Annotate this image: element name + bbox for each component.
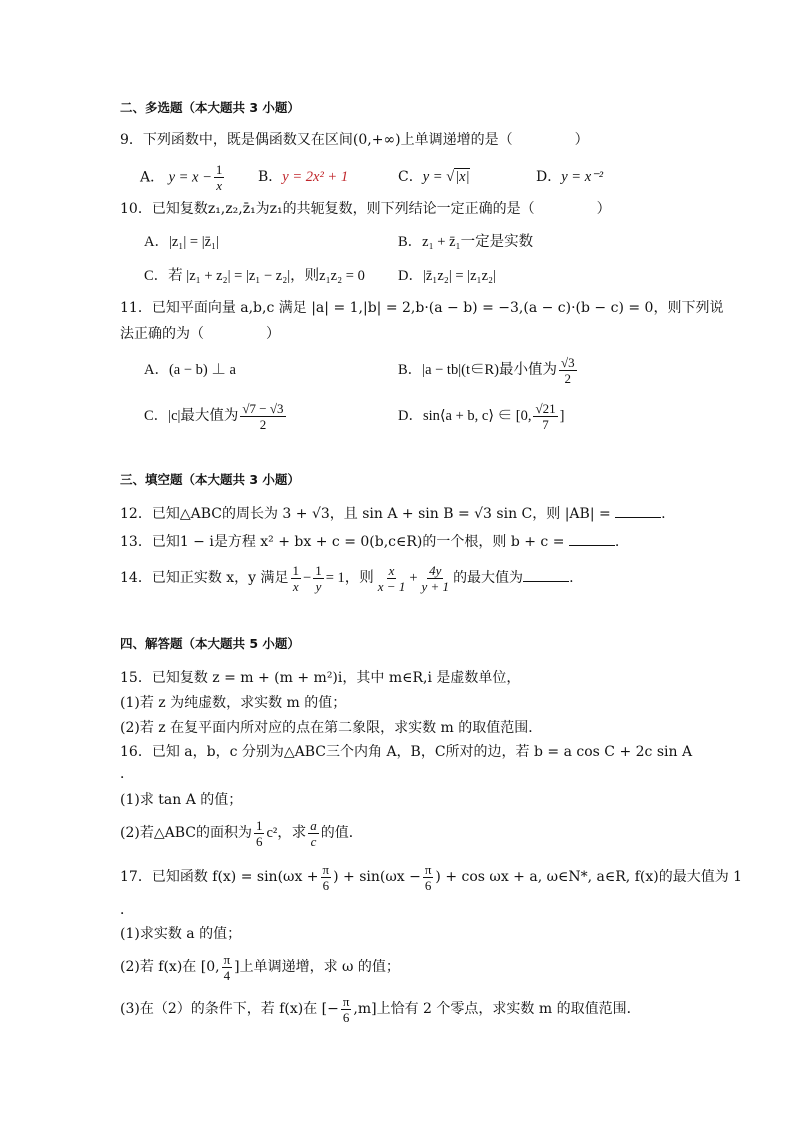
- q14-post: 的最大值为: [453, 570, 524, 586]
- question-9-stem: [120, 130, 589, 150]
- frac-num: 1: [315, 562, 322, 578]
- q17-p2-post: ]上单调递增，求 ω 的值；: [234, 959, 400, 975]
- question-11-option-d: [398, 396, 564, 436]
- question-17-part-3: [120, 990, 641, 1028]
- q17-frac-2: [423, 862, 434, 893]
- question-16-part-1: (1)求 tan A 的值；: [120, 792, 243, 808]
- option-b-label: B．: [258, 169, 283, 185]
- section-heading-fill-in: 三、填空题（本大题共 3 小题）: [120, 472, 300, 487]
- question-17-part-2: [120, 948, 400, 986]
- question-10-stem: [120, 199, 611, 219]
- question-9-options: [140, 162, 226, 192]
- frac-den: 4: [223, 967, 231, 983]
- frac-den: 2: [259, 416, 267, 432]
- q16-p2-pre: (2)若△ABC的面积为: [120, 825, 252, 841]
- q17-p3-post: ,m]上恰有 2 个零点，求实数 m 的取值范围．: [353, 1001, 641, 1017]
- q17-stem-pre: 17．已知函数 f(x) = sin(ωx +: [120, 869, 319, 885]
- frac-num: x: [388, 562, 395, 578]
- question-16-part-2: [120, 814, 363, 852]
- q9-stem-text: 9．下列函数中，既是偶函数又在区间(0,+∞)上单调递增的是（: [120, 132, 513, 148]
- question-10-option-d: D．|z̄₁z₂| = |z₁z₂|: [398, 268, 496, 284]
- frac-den: 2: [564, 370, 572, 386]
- question-9-option-d: [536, 167, 603, 187]
- question-13: [120, 532, 619, 552]
- frac-num: 4y: [429, 562, 442, 578]
- q17-p3-pre: (3)在（2）的条件下，若 f(x)在 [−: [120, 1001, 339, 1017]
- option-b-fraction: [559, 355, 577, 386]
- frac-den: 6: [322, 877, 330, 893]
- question-11-option-a: A．(a − b) ⊥ a: [144, 362, 236, 378]
- question-17-stem: [120, 858, 742, 896]
- frac-den: x: [292, 578, 299, 594]
- frac-num: √7 − √3: [242, 400, 284, 416]
- q11-stem2-text: 法正确的为（: [120, 326, 204, 342]
- option-a-expr: y = x −: [168, 169, 212, 186]
- question-14: [120, 558, 574, 598]
- option-c-text: C．|c|最大值为: [144, 408, 239, 424]
- frac-num: 1: [255, 817, 263, 833]
- option-c-fraction: [240, 401, 285, 432]
- question-12: [120, 504, 666, 524]
- frac-num: π: [322, 861, 330, 877]
- question-17-part-1: (1)求实数 a 的值；: [120, 926, 242, 942]
- frac-den: 6: [255, 833, 263, 849]
- q17-frac-4: [341, 994, 352, 1025]
- q16-p2-post: 的值．: [320, 825, 363, 841]
- q17-stem-post: ) + cos ωx + a, ω∈N*, a∈R, f(x)的最大值为 1: [435, 869, 743, 885]
- answer-blank[interactable]: [615, 505, 661, 518]
- q14-mid: = 1，则: [325, 570, 374, 586]
- q12-text: 12．已知△ABC的周长为 3 + √3，且 sin A + sin B = √3 sin C，则 |AB| =: [120, 506, 611, 522]
- option-a-label: A．: [140, 169, 165, 186]
- q13-end: .: [614, 534, 620, 550]
- frac-den: 6: [342, 1009, 350, 1025]
- frac-num: π: [223, 951, 231, 967]
- q12-end: .: [661, 506, 666, 522]
- question-10-option-a: A．|z₁| = |z̄₁|: [144, 234, 219, 250]
- question-11-stem: 11．已知平面向量 a,b,c 满足 |a| = 1,|b| = 2,b·(a − b) = −3,(a − c)·(b − c) = 0，则下列说: [120, 300, 724, 316]
- q17-p2-pre: (2)若 f(x)在 [0,: [120, 959, 220, 975]
- question-15-part-1: (1)若 z 为纯虚数，求实数 m 的值；: [120, 695, 347, 711]
- option-d-text: D．sin⟨a + b, c⟩ ∈ [0,: [398, 408, 532, 424]
- option-c-label: C．: [398, 169, 423, 185]
- q14-frac-3: [376, 563, 408, 594]
- q16-frac-1: [254, 818, 265, 849]
- section-heading-solution: 四、解答题（本大题共 5 小题）: [120, 636, 300, 651]
- option-b-expr: y = 2x² + 1: [282, 169, 349, 185]
- frac-den: x − 1: [377, 578, 406, 594]
- question-10-option-b: B．z₁ + z̄₁一定是实数: [398, 234, 534, 250]
- frac-den: y + 1: [421, 578, 450, 594]
- question-10-option-c: C．若 |z₁ + z₂| = |z₁ − z₂|，则z₁z₂ = 0: [144, 268, 365, 284]
- frac-den: 7: [542, 416, 549, 432]
- q17-frac-1: [321, 862, 332, 893]
- option-b-text: B．|a − tb|(t∈R)最小值为: [398, 362, 557, 378]
- question-16-stem-end: ．: [120, 766, 134, 782]
- question-9-option-b: [258, 167, 348, 187]
- q14-end: .: [569, 570, 574, 586]
- q14-plus: +: [409, 570, 418, 586]
- answer-blank[interactable]: [569, 533, 615, 546]
- question-17-stem-end: ．: [120, 902, 134, 918]
- frac-num: π: [424, 861, 432, 877]
- question-11-stem-continued: [120, 324, 280, 344]
- q13-text: 13．已知1 − i是方程 x² + bx + c = 0(b,c∈R)的一个根，则 b + c =: [120, 534, 565, 550]
- frac-den: y: [315, 578, 322, 594]
- option-d-fraction: [533, 401, 557, 432]
- q17-frac-3: [222, 952, 233, 983]
- frac-num: a: [310, 817, 317, 833]
- q11-close: ）: [266, 326, 280, 342]
- question-16-stem: 16．已知 a，b，c 分别为△ABC三个内角 A，B，C所对的边，若 b = a cos C + 2c sin A: [120, 744, 693, 760]
- q14-frac-1: [291, 563, 302, 594]
- option-a-fraction: $\frac{1}{x}$: [215, 162, 223, 193]
- option-d-label: D．: [536, 169, 562, 185]
- frac-den: 6: [424, 877, 432, 893]
- option-c-radicand: |x|: [455, 169, 470, 185]
- question-11-option-c: [144, 396, 288, 436]
- section-heading-multiple-choice: 二、多选题（本大题共 3 小题）: [120, 100, 300, 115]
- q14-frac-4: [420, 563, 452, 594]
- q10-stem-text: 10．已知复数z₁,z₂,z̄₁为z₁的共轭复数，则下列结论一定正确的是（: [120, 201, 535, 217]
- q17-stem-mid: ) + sin(ωx −: [333, 869, 421, 885]
- frac-num: √21: [535, 400, 556, 416]
- option-d-end: ]: [559, 408, 565, 424]
- answer-blank[interactable]: [523, 569, 569, 582]
- frac-num: √3: [560, 354, 575, 370]
- option-c-expr: y =: [422, 169, 447, 185]
- q14-pre: 14．已知正实数 x，y 满足: [120, 570, 289, 586]
- question-11-option-b: [398, 352, 579, 388]
- q16-p2-mid: c²，求: [266, 825, 307, 841]
- frac-den: c: [310, 833, 317, 849]
- question-15-part-2: (2)若 z 在复平面内所对应的点在第二象限，求实数 m 的取值范围．: [120, 720, 543, 736]
- question-15-stem: 15．已知复数 z = m + (m + m²)i，其中 m∈R,i 是虚数单位，: [120, 670, 521, 686]
- q14-minus: −: [303, 570, 312, 586]
- q16-frac-2: [308, 818, 319, 849]
- frac-num: π: [342, 993, 350, 1009]
- question-9-option-c: C．y = √|x|: [398, 169, 470, 185]
- option-d-expr: y = x⁻²: [561, 169, 604, 185]
- q10-close: ）: [596, 201, 611, 217]
- q9-close: ）: [574, 132, 589, 148]
- q14-frac-2: [313, 563, 324, 594]
- frac-num: 1: [292, 562, 300, 578]
